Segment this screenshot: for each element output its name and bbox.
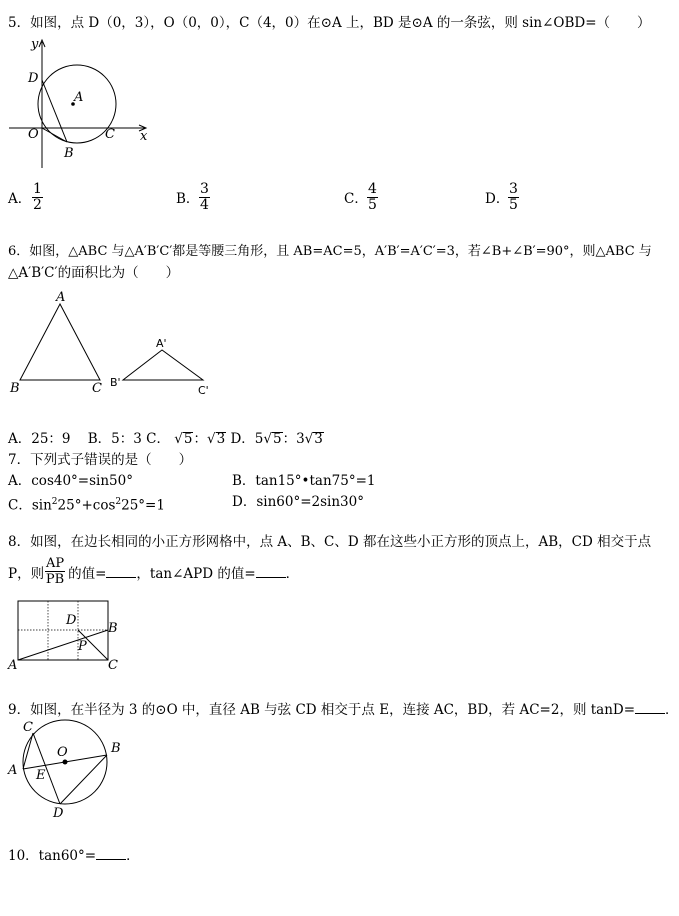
q9-label-a: A [8, 763, 18, 778]
q6-option-c: C． √5：√3 [146, 431, 226, 447]
q9-label-o: O [57, 745, 68, 760]
q5-option-d-letter: D． [485, 191, 510, 207]
q9-stem: 9．如图，在半径为 3 的⊙O 中，直径 AB 与弦 CD 相交于点 E，连接 AC，BD，若 AC=2，则 tanD= ． [8, 702, 679, 718]
q5-option-a-fraction: $\frac{1}{2}$ [33, 181, 42, 213]
q7-stem: 7．下列式子错误的是（ ） [8, 452, 193, 468]
q8-segment-ab [18, 630, 108, 660]
q5-option-d-fraction: $\frac{3}{5}$ [509, 181, 518, 213]
q5-chord-db [42, 80, 67, 142]
q9-label-c: C [23, 720, 33, 735]
q8-label-b: B [108, 621, 118, 636]
q5-label-b: B [64, 146, 74, 161]
q6-triangle-a2b2c2 [123, 350, 203, 380]
q5-segment-ob [42, 128, 67, 142]
q7-option-a: A．cos40°=sin50° [8, 473, 133, 489]
q5-option-c-letter: C． [344, 191, 368, 207]
q5-stem: 5．如图，点 D（0，3），O（0，0），C（4，0）在⊙A 上，BD 是⊙A 的一条弦，则 sin∠OBD=（ ） [8, 15, 651, 31]
q8-grid-figure [17, 600, 117, 670]
q9-label-d: D [53, 806, 64, 821]
q8-stem-line2: P，则 的值= ，tan∠APD 的值= ． [8, 566, 300, 582]
q6-stem-line2: △A′B′C′的面积比为（ ） [8, 265, 180, 281]
q10-stem: 10．tan60°= ． [8, 848, 140, 864]
q8-label-a: A [8, 658, 18, 673]
q6-label-b: B [10, 381, 20, 396]
q8-label-c: C [108, 658, 118, 673]
q6-label-c-prime: C' [198, 384, 209, 397]
q6-option-a: A．25：9 [8, 431, 71, 447]
q6-label-a: A [56, 290, 66, 305]
q6-label-c: C [92, 381, 102, 396]
q6-stem-line1: 6．如图，△ABC 与△A′B′C′都是等腰三角形，且 AB=AC=5，A′B′=A′C′=3，若∠B+∠B′=90°，则△ABC 与 [8, 244, 652, 259]
q6-option-d: D．5√5：3√3 [230, 431, 323, 447]
q6-label-b-prime: B' [110, 376, 121, 389]
q7-option-b: B．tan15°•tan75°=1 [232, 473, 376, 489]
q8-label-d: D [66, 613, 77, 628]
q5-option-a-letter: A． [8, 191, 32, 207]
q6-label-a-prime: A' [156, 337, 167, 350]
q9-figure [18, 720, 118, 820]
q5-label-o: O [28, 127, 39, 142]
q9-label-e: E [36, 768, 46, 783]
q7-option-c: C．$\sin^225^\circ+\cos^225^\circ=1$ [8, 497, 165, 514]
q5-label-x: x [140, 129, 148, 144]
q5-label-c: C [105, 127, 115, 142]
q5-label-a: A [74, 90, 84, 105]
q8-stem-line1: 8．如图，在边长相同的小正方形网格中，点 A、B、C、D 都在这些小正方形的顶点上，AB，CD 相交于点 [8, 534, 652, 550]
q5-option-b-fraction: $\frac{3}{4}$ [200, 181, 209, 213]
q5-label-d: D [28, 71, 39, 86]
q7-option-d: D．sin60°=2sin30° [232, 494, 364, 510]
q6-option-b: B．5：3 [87, 431, 142, 447]
q8-label-p: P [78, 639, 87, 654]
q8-fraction-ap-pb: $\frac{AP}{PB}$ [45, 556, 65, 587]
q6-options-line [8, 431, 324, 447]
q5-option-c-fraction: $\frac{4}{5}$ [368, 181, 377, 213]
q9-label-b: B [111, 741, 121, 756]
q5-option-b-letter: B． [176, 191, 200, 207]
q5-label-y: y [31, 37, 39, 52]
q6-triangle-abc [20, 304, 100, 380]
q5-figure [5, 38, 165, 173]
